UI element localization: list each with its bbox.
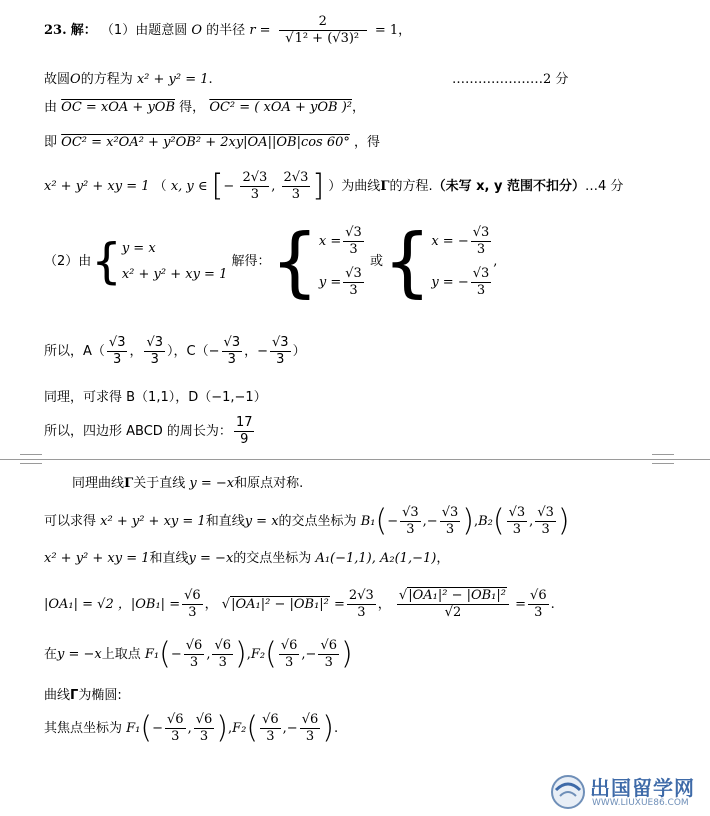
denominator: 3	[349, 282, 358, 298]
numerator: √6	[167, 712, 184, 727]
math: x, y ∈	[170, 179, 208, 194]
paren: )	[235, 636, 247, 672]
fraction	[279, 638, 300, 671]
math: |OA₁| = √2	[44, 597, 114, 612]
text: 曲线	[44, 688, 71, 703]
text: 的方程.	[389, 179, 433, 194]
text: ,	[493, 254, 498, 269]
denominator: 3	[349, 241, 358, 257]
minus: −	[152, 721, 164, 736]
question-number: 23.	[44, 23, 67, 38]
numerator: 2√3	[242, 170, 268, 185]
numerator: √6	[320, 638, 338, 653]
denominator: 3	[188, 605, 197, 620]
text: 可以求得	[44, 514, 97, 529]
numerator: √3	[402, 505, 419, 520]
text: 的方程为	[80, 72, 133, 87]
math: x² + y² + xy = 1	[100, 514, 206, 529]
paren: (	[140, 710, 153, 746]
math: OC = xOA + yOB	[61, 100, 176, 115]
fraction	[282, 170, 311, 203]
p2-line-3	[44, 550, 449, 568]
fraction	[260, 712, 281, 745]
fraction	[144, 335, 165, 368]
paren: (	[159, 636, 171, 672]
math: |OA₁|² − |OB₁|²	[408, 588, 506, 603]
denominator: √1² + (√3)²	[285, 31, 360, 46]
gamma: Γ	[124, 476, 134, 491]
denominator: 3	[406, 522, 415, 537]
minus: −	[305, 647, 317, 662]
fraction	[270, 335, 291, 368]
math: B₁	[360, 514, 376, 529]
denominator: 3	[512, 522, 522, 537]
text: ，	[204, 597, 218, 612]
numerator: √3	[146, 335, 164, 350]
numerator: √3	[537, 505, 554, 520]
bracket-left: [	[211, 168, 224, 204]
minus: −	[286, 721, 298, 736]
numerator: √6	[214, 638, 232, 653]
text: ，	[129, 344, 143, 359]
page-separator	[0, 459, 710, 460]
text: .	[208, 72, 213, 87]
numerator: √3	[472, 265, 490, 281]
text: （1）由题意圆	[100, 23, 188, 38]
math: y = −x	[188, 551, 234, 566]
math: ，|OB₁| =	[117, 597, 181, 612]
fraction	[471, 225, 492, 258]
denominator: 3	[476, 282, 486, 298]
denominator: 3	[250, 187, 259, 202]
logo-icon	[548, 770, 588, 810]
fraction	[397, 588, 509, 621]
math: x² + y² + xy = 1	[44, 551, 150, 566]
logo-url: WWW.LIUXUE86.COM	[592, 798, 689, 808]
text: 关于直线	[133, 476, 186, 491]
paren: (	[246, 710, 259, 746]
numerator: 2√3	[283, 170, 309, 185]
denominator: 3	[113, 352, 122, 367]
math: F₂	[250, 647, 266, 662]
math: y = x	[244, 514, 279, 529]
text: 上取点	[101, 647, 141, 662]
text: ，	[377, 597, 391, 612]
p2-line-2: 可以求得 x² + y² + xy = 1和直线y = x的交点坐标为 B₁(− $\frac{√3}{3}$ ,− $\frac{√3}{3}$ ),B₂( $\frac{√3}{3}$ , $\frac{√3}{3}$ )	[44, 503, 570, 539]
gamma: Γ	[70, 688, 79, 703]
math: O	[70, 72, 81, 87]
p2-line-5: 在y = −x上取点 F₁(− $\frac{√6}{3}$ , $\frac{√6}{3}$ ),F₂( $\frac{√6}{3}$ ,− $\frac{√6}{3}$ )	[44, 636, 353, 672]
text: 和直线	[205, 514, 245, 529]
numerator: √3	[272, 335, 289, 350]
gamma: Γ	[380, 179, 390, 194]
math: x² + y² + xy = 1	[44, 179, 150, 194]
denominator: 3	[291, 187, 301, 202]
fraction	[300, 712, 321, 745]
line-7	[44, 334, 306, 370]
math: O	[191, 23, 203, 38]
p2-line-1	[72, 475, 303, 493]
numerator: √3	[508, 505, 526, 520]
math: y =	[318, 274, 342, 290]
denominator: √2	[444, 605, 462, 620]
math: y = −x	[57, 647, 102, 662]
paren: (	[492, 503, 505, 539]
line-2	[44, 71, 213, 89]
minus: −	[426, 514, 438, 529]
line-5: x² + y² + xy = 1 （ x, y ∈ [− $\frac{2√3}{3}$ , $\frac{2√3}{3}$ ] ）为曲线Γ的方程.（未写 x, y 范围不扣分）…4 分	[44, 168, 624, 204]
equation: x² + y² + xy = 1	[121, 266, 228, 282]
text: （	[153, 179, 167, 194]
fraction	[194, 712, 215, 745]
denominator: 3	[218, 655, 227, 670]
denominator: 9	[240, 432, 249, 447]
site-logo	[548, 770, 708, 812]
fraction	[507, 505, 528, 538]
numerator: √3	[345, 224, 362, 240]
text: 或	[369, 254, 383, 269]
math: y = −x	[189, 476, 235, 491]
fraction	[184, 638, 205, 671]
math: A₁(−1,1), A₂(1,−1)	[315, 551, 437, 566]
fraction	[165, 712, 186, 745]
denominator: 3	[284, 655, 294, 670]
bracket-right: ]	[312, 168, 325, 204]
text: 的半径	[206, 23, 246, 38]
denominator: 3	[324, 655, 333, 670]
denominator: 3	[150, 352, 159, 367]
numerator: √3	[108, 335, 126, 350]
math: OC² = x²OA² + y²OB² + 2xy|OA||OB|cos 60°	[61, 135, 350, 150]
fraction	[535, 505, 556, 538]
line-3	[44, 99, 365, 117]
fraction	[318, 638, 339, 671]
fraction	[212, 638, 233, 671]
line-8: 同理，可求得 B（1,1），D（−1,−1）	[44, 390, 267, 405]
minus: −	[387, 514, 399, 529]
text: 故圆	[44, 72, 71, 87]
math: r =	[249, 23, 271, 38]
numerator: √6	[185, 638, 203, 653]
paren: )	[462, 503, 474, 539]
denominator: 3	[476, 241, 486, 257]
text: ，得	[354, 135, 381, 150]
paren: )	[341, 636, 353, 672]
denominator: 3	[541, 522, 550, 537]
fraction	[222, 335, 243, 368]
note: （未写 x, y 范围不扣分）	[432, 179, 585, 194]
numerator: √3	[223, 335, 241, 350]
solution-label: 解：	[70, 23, 97, 38]
denominator: 3	[305, 729, 315, 744]
fraction	[528, 588, 549, 621]
numerator: √6	[280, 638, 298, 653]
math: x² + y² = 1	[136, 72, 209, 87]
text: 的交点坐标为	[233, 551, 312, 566]
text: .	[550, 597, 555, 612]
line-9	[44, 414, 256, 450]
numerator: √6	[262, 712, 279, 727]
line-1	[44, 14, 411, 47]
numerator: √3	[441, 505, 459, 520]
solution-2	[431, 225, 493, 299]
denominator: 3	[266, 729, 275, 744]
numerator: √3	[345, 265, 362, 281]
numerator: √6	[184, 588, 201, 603]
math: =	[334, 597, 345, 612]
numerator: √6	[301, 712, 319, 727]
text: 即	[44, 135, 58, 150]
math: = 1，	[374, 23, 412, 38]
denominator: 3	[171, 729, 180, 744]
minus: −	[223, 179, 235, 194]
solution-1	[319, 225, 366, 299]
math: F₁	[126, 721, 141, 736]
fraction	[400, 505, 421, 538]
p2-line-4: |OA₁| = √2 ，|OB₁| = $\frac{√6}{3}$ ， √|OA₁|² − |OB₁|² = $\frac{2√3}{3}$ ， $\frac{\text{√|OA₁|² − |OB₁|²}}{√2}$ = $\frac{√6}{3}$ .	[44, 588, 555, 620]
paren: (	[265, 636, 277, 672]
paren: )	[557, 503, 570, 539]
numerator: 2	[279, 14, 367, 31]
text: 所以，A（	[44, 344, 105, 359]
numerator: √3	[472, 224, 490, 240]
denominator: 3	[534, 605, 543, 620]
text: ，−	[244, 344, 268, 359]
math: x =	[318, 233, 342, 249]
separator-mark-right	[652, 454, 674, 464]
paren: (	[375, 503, 388, 539]
system	[122, 236, 228, 288]
text: 和直线	[149, 551, 189, 566]
text: 解得：	[231, 254, 271, 269]
math: F₂	[232, 721, 247, 736]
line-4	[44, 134, 380, 152]
equation: y = x	[121, 240, 156, 256]
text: ，	[436, 551, 450, 566]
text: ），C（−	[167, 344, 220, 359]
math: |OA₁|² − |OB₁|²	[231, 597, 329, 612]
fraction	[240, 170, 269, 203]
separator-mark-left	[20, 454, 42, 464]
math: x = −	[431, 233, 469, 249]
text: 的交点坐标为	[278, 514, 357, 529]
numerator: √6	[530, 588, 547, 603]
text: 在	[44, 647, 58, 662]
denominator: 3	[199, 729, 209, 744]
brace: {	[270, 216, 319, 306]
paren: )	[216, 710, 228, 746]
numerator: √|OA₁|² − |OB₁|²	[397, 588, 509, 605]
fraction	[182, 588, 203, 621]
text: ）为曲线	[328, 179, 381, 194]
text: （2）由	[44, 254, 92, 269]
line-6	[44, 216, 498, 306]
denominator: 3	[357, 605, 366, 620]
paren: )	[322, 710, 334, 746]
minus: −	[170, 647, 182, 662]
math: =	[515, 597, 527, 612]
text: ）	[292, 344, 306, 359]
brace: {	[382, 216, 432, 306]
denominator: 3	[445, 522, 455, 537]
p2-line-7: 其焦点坐标为 F₁(− $\frac{√6}{3}$ , $\frac{√6}{3}$ ),F₂( $\frac{√6}{3}$ ,− $\frac{√6}{3}$ ).	[44, 710, 339, 746]
text: 同理曲线	[72, 476, 125, 491]
logo-text: 出国留学网	[590, 776, 695, 800]
root3: √3	[332, 31, 349, 46]
fraction	[107, 335, 128, 368]
perimeter-fraction	[234, 415, 255, 448]
fraction	[471, 266, 492, 299]
numerator: 2√3	[348, 588, 374, 603]
text: ，	[352, 100, 366, 115]
text: 所以，四边形 ABCD 的周长为：	[44, 424, 232, 439]
math: OC² = ( xOA + yOB )²	[209, 100, 352, 115]
fraction	[347, 588, 376, 621]
score-2: …………………2 分	[452, 72, 569, 87]
score: …4 分	[585, 179, 624, 194]
text: 由	[44, 100, 58, 115]
fraction	[343, 266, 364, 299]
p2-line-6	[44, 687, 122, 705]
fraction	[343, 225, 364, 258]
brace: {	[91, 233, 122, 290]
text: 和原点对称.	[234, 476, 304, 491]
radius-fraction	[277, 14, 369, 47]
text: 其焦点坐标为	[44, 721, 123, 736]
denominator: 3	[276, 352, 285, 367]
math: B₂	[478, 514, 493, 529]
numerator: 17	[235, 415, 253, 430]
denominator: 3	[227, 352, 236, 367]
numerator: √6	[195, 712, 213, 727]
text: 为椭圆:	[78, 688, 122, 703]
math: y = −	[431, 274, 469, 290]
text: 得，	[179, 100, 206, 115]
fraction	[440, 505, 461, 538]
denominator: 3	[189, 655, 199, 670]
math: F₁	[144, 647, 160, 662]
